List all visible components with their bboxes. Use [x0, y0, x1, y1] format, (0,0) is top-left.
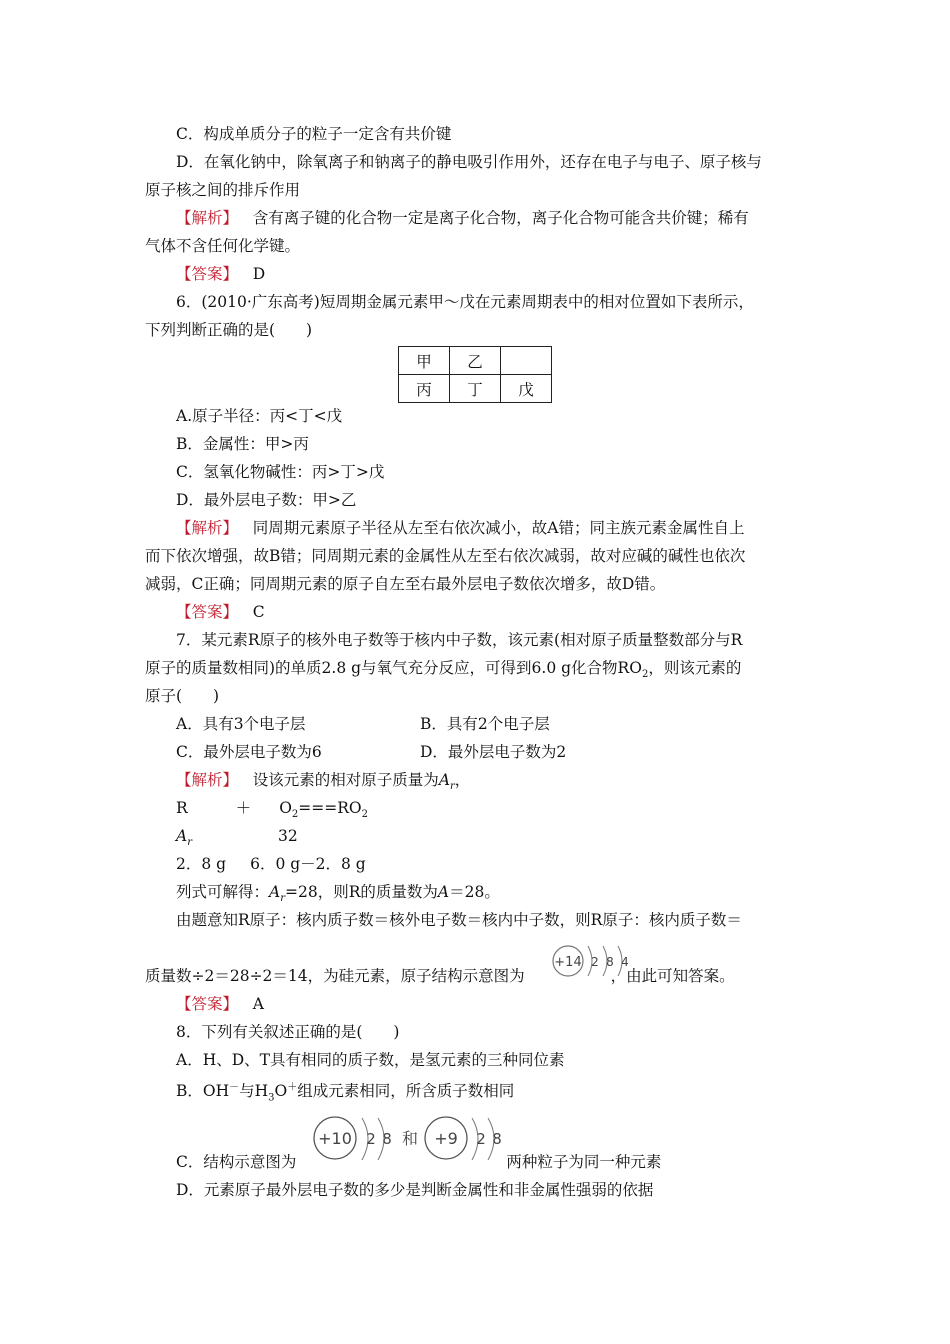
question-6-cont: 下列判断正确的是( ) [145, 321, 313, 339]
analysis-tag: 【解析】 [176, 519, 239, 537]
nucleus-label: +10 [318, 1129, 352, 1148]
q7-option-b: B．具有2个电子层 [420, 715, 550, 733]
shell-count: 2 [366, 1130, 376, 1148]
nucleus-label: +14 [554, 955, 582, 970]
question-6: 6．(2010·广东高考)短周期金属元素甲～戊在元素周期表中的相对位置如下表所示， [176, 293, 754, 311]
analysis-6: 【解析】 同周期元素原子半径从左至右依次减小，故A错；同主族元素金属性自上 [176, 519, 745, 537]
periodic-table [398, 346, 552, 403]
shell-count: 8 [382, 1130, 392, 1148]
shell-count: 4 [621, 955, 629, 969]
reasoning-line-2: 质量数÷2＝28÷2＝14，为硅元素，原子结构示意图为 ，由此可知答案。 [145, 967, 735, 985]
answer-line: 【答案】 D [176, 265, 266, 283]
shell-count: 2 [476, 1130, 486, 1148]
table-cell: 甲 [399, 347, 450, 375]
shell-count: 8 [492, 1130, 502, 1148]
option-d: D．在氧化钠中，除氧离子和钠离子的静电吸引作用外，还存在电子与电子、原子核与 [176, 153, 762, 171]
shell-count: 2 [591, 955, 599, 969]
q8-option-d: D．元素原子最外层电子数的多少是判断金属性和非金属性强弱的依据 [176, 1181, 654, 1199]
question-8: 8．下列有关叙述正确的是( ) [176, 1023, 400, 1041]
q6-option-c: C．氢氧化物碱性：丙>丁>戊 [176, 463, 385, 481]
table-cell: 丙 [399, 375, 450, 403]
analysis-tag: 【解析】 [176, 209, 239, 227]
option-d-cont: 原子核之间的排斥作用 [145, 181, 301, 199]
q7-option-a: A．具有3个电子层 [176, 715, 306, 733]
shell-count: 8 [606, 955, 614, 969]
answer-tag: 【答案】 [176, 603, 239, 621]
answer-7: 【答案】 A [176, 995, 264, 1013]
analysis-tag: 【解析】 [176, 771, 239, 789]
q8-option-b: B．OH－与$H_3O^+$组成元素相同，所含质子数相同 [176, 1082, 515, 1104]
q7-option-c: C．最外层电子数为6 [176, 743, 322, 761]
analysis-cont: 气体不含任何化学键。 [145, 237, 301, 255]
q6-option-b: B．金属性：甲>丙 [176, 435, 309, 453]
option-c: C．构成单质分子的粒子一定含有共价键 [176, 125, 452, 143]
analysis-line: 【解析】 含有离子键的化合物一定是离子化合物，离子化合物可能含共价键；稀有 [176, 209, 749, 227]
analysis-7: 【解析】 设该元素的相对原子质量为$A_r$， [176, 771, 471, 793]
q7-option-d: D．最外层电子数为2 [420, 743, 567, 761]
table-cell: 丁 [450, 375, 501, 403]
table-cell: 乙 [450, 347, 501, 375]
answer-6: 【答案】 C [176, 603, 265, 621]
table-cell [501, 347, 552, 375]
answer-tag: 【答案】 [176, 265, 239, 283]
q8-option-a: A．H、D、T具有相同的质子数，是氢元素的三种同位素 [176, 1051, 565, 1069]
conjunction-label: 和 [401, 1129, 419, 1148]
nucleus-label: +9 [434, 1129, 458, 1148]
equation-line-2: $A_r$ 32 [176, 827, 298, 849]
q6-option-d: D．最外层电子数：甲>乙 [176, 491, 357, 509]
q6-option-a: A.原子半径：丙<丁<戊 [176, 407, 343, 425]
answer-tag: 【答案】 [176, 995, 239, 1013]
q8-option-c: C．结构示意图为 两种粒子为同一种元素 [176, 1153, 662, 1171]
question-7-cont: 原子的质量数相同)的单质2.8 g与氧气充分反应，可得到6.0 g化合物$RO_2$，则该元素的 [145, 659, 742, 681]
analysis-6-cont2: 减弱，C正确；同周期元素的原子自左至右最外层电子数依次增多，故D错。 [145, 575, 666, 593]
reasoning-line: 由题意知R原子：核内质子数＝核外电子数＝核内中子数，则R原子：核内质子数＝ [176, 911, 742, 929]
equation-line-3: 2．8 g 6．0 g－2．8 g [176, 855, 366, 873]
silicon-atom-diagram [551, 938, 635, 984]
question-7: 7．某元素R原子的核外电子数等于核内中子数，该元素(相对原子质量整数部分与R [176, 631, 743, 649]
solution-line: 列式可解得：$A_r=28$，则R的质量数为A＝28。 [176, 883, 500, 905]
analysis-6-cont: 而下依次增强，故B错；同周期元素的金属性从左至右依次减弱，故对应碱的碱性也依次 [145, 547, 746, 565]
question-7-cont2: 原子( ) [145, 687, 220, 705]
table-cell: 戊 [501, 375, 552, 403]
equation-line-1: $R + O_2===RO_2$ [176, 799, 368, 821]
